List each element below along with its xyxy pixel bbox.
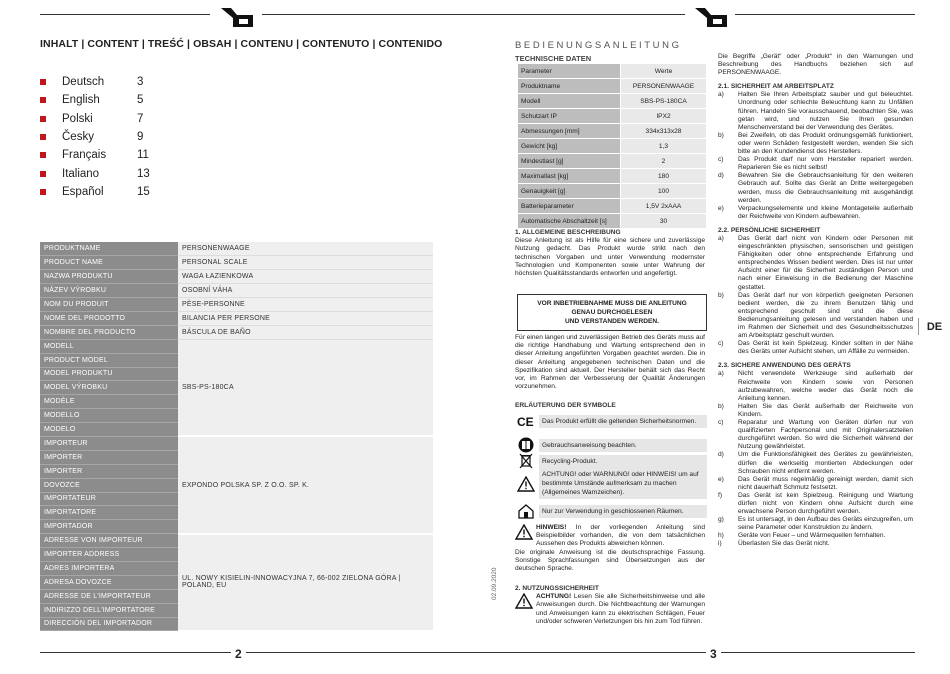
item-text: Reparatur und Wartung von Geräten dürfen nur von qualifizierten Fachpersonal und mit Originalersatzteilen durchgeführt werden. So wird die Sicherheit während der Nutzung gewährleistet.	[738, 419, 913, 451]
page-number: 3	[706, 647, 721, 661]
row-label: MODELL	[40, 339, 178, 353]
toc-language: English	[62, 94, 100, 107]
row-label: IMPORTADOR	[40, 520, 178, 534]
list-item	[718, 91, 913, 131]
param-value: 180	[621, 169, 707, 184]
row-value: PERSONAL SCALE	[178, 256, 433, 270]
section-2-3-title: 2.3. SICHERE ANWENDUNG DES GERÄTS	[718, 362, 851, 370]
item-text: Halten Sie Ihren Arbeitsplatz sauber und gut beleuchtet. Unordnung oder schlechte Beleuchtung kann zu Unfällen führen. Handeln Sie vorausschauend, beobachten Sie, was getan wird, und nutzen Sie Ihren gesunden Menschenverstand bei der Verwendung des Gerätes.	[738, 91, 913, 131]
row-label: MODELO	[40, 423, 178, 437]
row-value: BILANCIA PER PERSONE	[178, 311, 433, 325]
original-language-text: Die originale Anweisung ist die deutschsprachige Fassung. Sonstige Sprachfassungen sind Übersetzungen aus der deutschen Sprache.	[515, 548, 705, 573]
notice-line: VOR INBETRIEBNAHME MUSS DIE ANLEITUNG	[537, 300, 687, 307]
row-label: NOMBRE DEL PRODUCTO	[40, 325, 178, 339]
row-label: IMPORTER ADDRESS	[40, 548, 178, 562]
tech-data-title: TECHNISCHE DATEN	[515, 54, 592, 63]
row-label: IMPORTATEUR	[40, 492, 178, 506]
list-item	[718, 205, 913, 221]
toc-item[interactable]	[40, 110, 157, 128]
toc-language: Français	[62, 149, 107, 162]
toc-page: 15	[137, 185, 150, 198]
item-text: Das Gerät darf nur von körperlich geeigneten Personen bedient werden, die zu ihrem Benutzen fähig und entsprechend geschult sind und die diese Bedienungsanleitung gelesen und verstanden haben und im Rahmen der Sicherheit und des Gesundheitsschutzes am Arbeitsplatz geschult wurden.	[738, 291, 913, 340]
ce-icon	[515, 412, 537, 430]
param-name: Parameter	[518, 64, 621, 79]
top-rule	[475, 14, 685, 15]
row-label: MODEL VÝROBKU	[40, 381, 178, 395]
brand-logo-icon	[693, 6, 729, 28]
section-2-3-list	[718, 370, 913, 548]
right-column	[718, 53, 913, 549]
row-label: MODÈLE	[40, 395, 178, 409]
read-manual-notice	[517, 294, 707, 331]
row-label: IMPORTER	[40, 464, 178, 478]
product-info-table	[40, 242, 433, 632]
symbol-row	[515, 468, 707, 499]
toc-page: 3	[137, 76, 144, 89]
warning-icon	[515, 475, 537, 493]
row-value: PERSONENWAAGE	[178, 242, 433, 256]
item-marker: a)	[718, 234, 724, 242]
top-rule	[262, 14, 475, 15]
toc-language: Español	[62, 185, 104, 198]
print-date: 02.09.2020	[491, 567, 498, 600]
item-text: Nicht verwendete Werkzeuge sind außerhalb der Reichweite von Kindern sowie von Personen aufzubewahren, welche weder das Gerät noch die Anleitung kennen.	[738, 370, 913, 402]
item-text: Das Gerät muss regelmäßig gereinigt werden, damit sich nicht dauerhaft Schmutz festsetzt.	[738, 475, 913, 491]
table-row	[40, 534, 433, 548]
house-icon	[515, 502, 537, 520]
hinweis-text: In der vorliegenden Anleitung sind Beispielbilder vorhanden, die von dem tatsächlichen Aussehen des Produkts abweichen können.	[536, 524, 705, 548]
row-value: WAGA ŁAZIENKOWA	[178, 270, 433, 284]
item-marker: b)	[718, 291, 724, 299]
symbol-description: Nur zur Verwendung in geschlossenen Räumen.	[539, 505, 707, 518]
row-label: PRODUCT MODEL	[40, 353, 178, 367]
param-value: Werte	[621, 64, 707, 79]
table-row	[518, 94, 707, 109]
table-row	[40, 270, 433, 284]
manual-title: BEDIENUNGSANLEITUNG	[515, 40, 682, 51]
page-number: 2	[231, 647, 246, 661]
symbol-row	[515, 412, 707, 430]
param-name: Gewicht [kg]	[518, 139, 621, 154]
row-value: PÈSE-PERSONNE	[178, 298, 433, 312]
row-label: NAZWA PRODUKTU	[40, 270, 178, 284]
notice-line: GENAU DURCHGELESEN	[571, 309, 653, 316]
row-label: ADRESA DOVOZCE	[40, 575, 178, 589]
item-marker: c)	[718, 419, 724, 427]
toc-language: Deutsch	[62, 76, 105, 89]
table-row	[518, 199, 707, 214]
item-marker: e)	[718, 204, 724, 212]
row-value: EXPONDO POLSKA SP. Z O.O. SP. K.	[178, 436, 433, 533]
item-text: Das Gerät ist kein Spielzeug. Reinigung und Wartung dürfen nicht von Kindern ohne Aufsicht durch eine erwachsene Person durchgeführt werden.	[738, 491, 913, 516]
row-label: IMPORTATORE	[40, 506, 178, 520]
section-2-title: 2. NUTZUNGSSICHERHEIT	[515, 585, 599, 592]
list-item	[718, 235, 913, 292]
toc-item[interactable]	[40, 73, 157, 91]
param-name: Modell	[518, 94, 621, 109]
table-row	[518, 169, 707, 184]
row-label: MODEL PRODUKTU	[40, 367, 178, 381]
toc-item[interactable]	[40, 183, 157, 201]
item-marker: c)	[718, 156, 724, 164]
section-1-text-2: Für einen langen und zuverlässigen Betrieb des Geräts muss auf die richtige Handhabung und Wartung entsprechend den in dieser Anleitung angeführten Vorgaben geachtet werden. Die in dieser Anleitung angegebenen technischen Daten und die Spezifikation sind aktuell. Der Hersteller behält sich das Recht vor, im Rahmen der Verbesserung der Qualität Änderungen vorzunehmen.	[515, 334, 705, 391]
table-row	[40, 256, 433, 270]
toc-page: 5	[137, 94, 144, 107]
param-name: Genauigkeit [g]	[518, 184, 621, 199]
row-label: NOME DEL PRODOTTO	[40, 311, 178, 325]
bullet-icon	[40, 152, 46, 158]
param-value: 100	[621, 184, 707, 199]
item-text: Das Gerät ist kein Spielzeug. Kinder sollten in der Nähe des Geräts unter Aufsicht stehen, um Affälle zu vermeiden.	[738, 340, 913, 356]
toc-page: 13	[137, 167, 150, 180]
table-row	[40, 339, 433, 353]
bullet-icon	[40, 116, 46, 122]
list-item	[718, 540, 913, 548]
section-2-2-list	[718, 235, 913, 356]
bottom-rule	[40, 652, 475, 653]
toc-page: 9	[137, 131, 144, 144]
param-value: PERSONENWAAGE	[621, 79, 707, 94]
item-text: Um die Funktionsfähigkeit des Gerätes zu gewährleisten, dürfen die werkseitig montierten Abdeckungen oder Schrauben nicht entfernt werden.	[738, 451, 913, 475]
item-marker: a)	[718, 370, 724, 378]
row-label: ADRESSE VON IMPORTEUR	[40, 534, 178, 548]
language-tab-de[interactable]: DE	[918, 318, 950, 335]
list-item	[718, 156, 913, 172]
table-row	[518, 214, 707, 229]
hinweis-label: HINWEIS!	[536, 524, 567, 531]
toc-language: Italiano	[62, 167, 100, 180]
param-value: IPX2	[621, 109, 707, 124]
row-label: ADRES IMPORTERA	[40, 561, 178, 575]
symbols-title: ERLÄUTERUNG DER SYMBOLE	[515, 402, 616, 409]
toc-item[interactable]	[40, 146, 157, 164]
section-1-text: Diese Anleitung ist als Hilfe für eine sichere und zuverlässige Nutzung gedacht. Das Produkt wurde strikt nach den technischen Vorgaben und unter Verwendung modernster Technologien und Komponenten sowie unter Wahrung der höchsten Qualitätsstandards entworfen und angefertigt.	[515, 237, 705, 278]
list-item	[718, 419, 913, 451]
item-text: Bei Zweifeln, ob das Produkt ordnungsgemäß funktioniert, oder wenn Schäden festgestellt werden, wenden Sie sich bitte an den Kundendienst des Herstellers.	[738, 131, 913, 156]
bullet-icon	[40, 97, 46, 103]
row-value: BÁSCULA DE BAÑO	[178, 325, 433, 339]
table-row	[518, 79, 707, 94]
tech-data-table	[517, 63, 707, 229]
bullet-icon	[40, 134, 46, 140]
table-row	[40, 325, 433, 339]
item-marker: b)	[718, 131, 724, 139]
list-item	[718, 132, 913, 156]
toc-list	[40, 73, 157, 201]
row-label: INDIRIZZO DELL'IMPORTATORE	[40, 603, 178, 617]
warning-icon	[515, 593, 533, 609]
svg-text:CE: CE	[517, 415, 534, 427]
table-row	[40, 436, 433, 450]
item-marker: e)	[718, 475, 724, 483]
row-label: NOM DU PRODUIT	[40, 298, 178, 312]
achtung-text: Lesen Sie alle Sicherheitshinweise und alle Anweisungen durch. Die Nichtbeachtung der Warnungen und Anweisungen kann zu elektrischen Schlägen, Feuer und/oder schweren Verletzungen bis hin zum Tod führen.	[536, 593, 705, 625]
row-label: IMPORTER	[40, 450, 178, 464]
toc-language: Česky	[62, 131, 94, 144]
row-value: OSOBNÍ VÁHA	[178, 284, 433, 298]
param-value: SBS-PS-180CA	[621, 94, 707, 109]
bottom-rule	[475, 652, 915, 653]
toc-item[interactable]	[40, 128, 157, 146]
row-label: DIRECCIÓN DEL IMPORTADOR	[40, 617, 178, 631]
table-row	[40, 311, 433, 325]
item-marker: f)	[718, 491, 723, 499]
item-marker: d)	[718, 451, 724, 459]
symbol-description: Recycling-Produkt.	[539, 455, 707, 468]
list-item	[718, 403, 913, 419]
symbol-description: Gebrauchsanweisung beachten.	[539, 439, 707, 452]
param-name: Maximallast [kg]	[518, 169, 621, 184]
list-item	[718, 340, 913, 356]
symbol-description: ACHTUNG! oder WARNUNG! oder HINWEIS! um auf bestimmte Umstände aufmerksam zu machen (Allgemeines Warnzeichen).	[539, 468, 707, 499]
item-marker: d)	[718, 172, 724, 180]
param-name: Abmessungen [mm]	[518, 124, 621, 139]
param-name: Produktname	[518, 79, 621, 94]
warning-icon	[515, 524, 533, 540]
list-item	[718, 370, 913, 402]
table-row	[518, 154, 707, 169]
symbol-description: Das Produkt erfüllt die geltenden Sicherheitsnormen.	[539, 415, 707, 428]
list-item	[718, 492, 913, 516]
table-row	[518, 139, 707, 154]
list-item	[718, 292, 913, 341]
row-value: SBS-PS-180CA	[178, 339, 433, 436]
row-value: UL. NOWY KISIELIN-INNOWACYJNA 7, 66-002 ZIELONA GÓRA | POLAND, EU	[178, 534, 433, 631]
toc-item[interactable]	[40, 164, 157, 182]
param-name: Batterieparameter	[518, 199, 621, 214]
param-value: 30	[621, 214, 707, 229]
bullet-icon	[40, 171, 46, 177]
section-general	[515, 229, 705, 278]
row-label: ADRESSE DE L'IMPORTATEUR	[40, 589, 178, 603]
param-value: 334x313x28	[621, 124, 707, 139]
item-text: Bewahren Sie die Gebrauchsanleitung für den weiteren Gebrauch auf. Sollte das Gerät an Dritte weitergegeben werden, muss die Gebrauchsanleitung mit ausgehändigt werden.	[738, 172, 913, 204]
item-marker: i)	[718, 540, 722, 548]
top-rule	[40, 14, 210, 15]
item-marker: c)	[718, 340, 724, 348]
item-text: Das Gerät darf nicht von Kindern oder Personen mit eingeschränkten physischen, sensorischen und geistigen Fähigkeiten oder ohne entsprechende Erfahrung und entsprechendes Wissen bedient werden. Dies ist nur unter Aufsicht einer für die Sicherheit zuständigen Person und nach einer Einweisung in die Bedienung der Maschine gestattet.	[738, 234, 913, 291]
bullet-icon	[40, 189, 46, 195]
section-2-2-title: 2.2. PERSÖNLICHE SICHERHEIT	[718, 226, 821, 234]
param-value: 1,5V 2xAAA	[621, 199, 707, 214]
list-item	[718, 476, 913, 492]
param-value: 1,3	[621, 139, 707, 154]
notice-line: UND VERSTANDEN WERDEN.	[564, 318, 660, 325]
right-page	[475, 0, 950, 674]
list-item	[718, 516, 913, 532]
item-marker: b)	[718, 402, 724, 410]
table-row	[40, 242, 433, 256]
table-row	[518, 64, 707, 79]
row-label: MODELLO	[40, 409, 178, 423]
item-text: Das Produkt darf nur vom Hersteller repariert werden. Reparieren Sie es nicht selbst!	[738, 156, 913, 172]
item-marker: h)	[718, 532, 724, 540]
toc-page: 7	[137, 112, 144, 125]
brand-logo-icon	[219, 6, 255, 28]
item-text: Halten Sie das Gerät außerhalb der Reichweite von Kindern.	[738, 402, 913, 418]
item-text: Es ist untersagt, in den Aufbau des Geräts einzugreifen, um seine Parameter oder Konstruktion zu ändern.	[738, 516, 913, 532]
table-row	[40, 298, 433, 312]
item-marker: a)	[718, 91, 724, 99]
toc-language: Polski	[62, 112, 93, 125]
toc-title: INHALT | CONTENT | TREŚĆ | OBSAH | CONTENU | CONTENUTO | CONTENIDO	[40, 38, 443, 50]
list-item	[718, 451, 913, 475]
item-text: Überlasten Sie das Gerät nicht.	[738, 540, 830, 548]
param-name: Mindestlast [g]	[518, 154, 621, 169]
row-label: NÁZEV VÝROBKU	[40, 284, 178, 298]
section-2-1-title: 2.1. SICHERHEIT AM ARBEITSPLATZ	[718, 83, 834, 91]
item-marker: g)	[718, 516, 724, 524]
toc-item[interactable]	[40, 91, 157, 109]
achtung-label: ACHTUNG!	[536, 593, 572, 601]
section-safety	[515, 585, 705, 626]
row-label: PRODUKTNAME	[40, 242, 178, 256]
section-2-1-list	[718, 91, 913, 221]
table-row	[518, 184, 707, 199]
terms-intro: Die Begriffe „Gerät“ oder „Produkt“ in den Warnungen und Beschreibung des Handbuchs beziehen sich auf PERSONENWAAGE.	[718, 53, 913, 77]
symbol-row	[515, 502, 707, 520]
list-item	[718, 172, 913, 204]
top-rule	[735, 14, 915, 15]
hinweis-block	[515, 524, 705, 573]
toc-page: 11	[137, 149, 149, 162]
param-name: Schutzart IP	[518, 109, 621, 124]
row-label: DOVOZCE	[40, 478, 178, 492]
item-text: Verpackungselemente und kleine Montageteile außerhalb der Reichweite von Kindern aufbewahren.	[738, 204, 913, 220]
param-value: 2	[621, 154, 707, 169]
row-label: IMPORTEUR	[40, 436, 178, 450]
item-text: Geräte von Feuer – und Wärmequellen fernhalten.	[738, 532, 886, 540]
table-row	[518, 124, 707, 139]
section-1-title: 1. ALLGEMEINE BESCHREIBUNG	[515, 229, 621, 236]
row-label: PRODUCT NAME	[40, 256, 178, 270]
table-row	[518, 109, 707, 124]
param-name: Automatische Abschaltzeit [s]	[518, 214, 621, 229]
table-row	[40, 284, 433, 298]
bullet-icon	[40, 79, 46, 85]
